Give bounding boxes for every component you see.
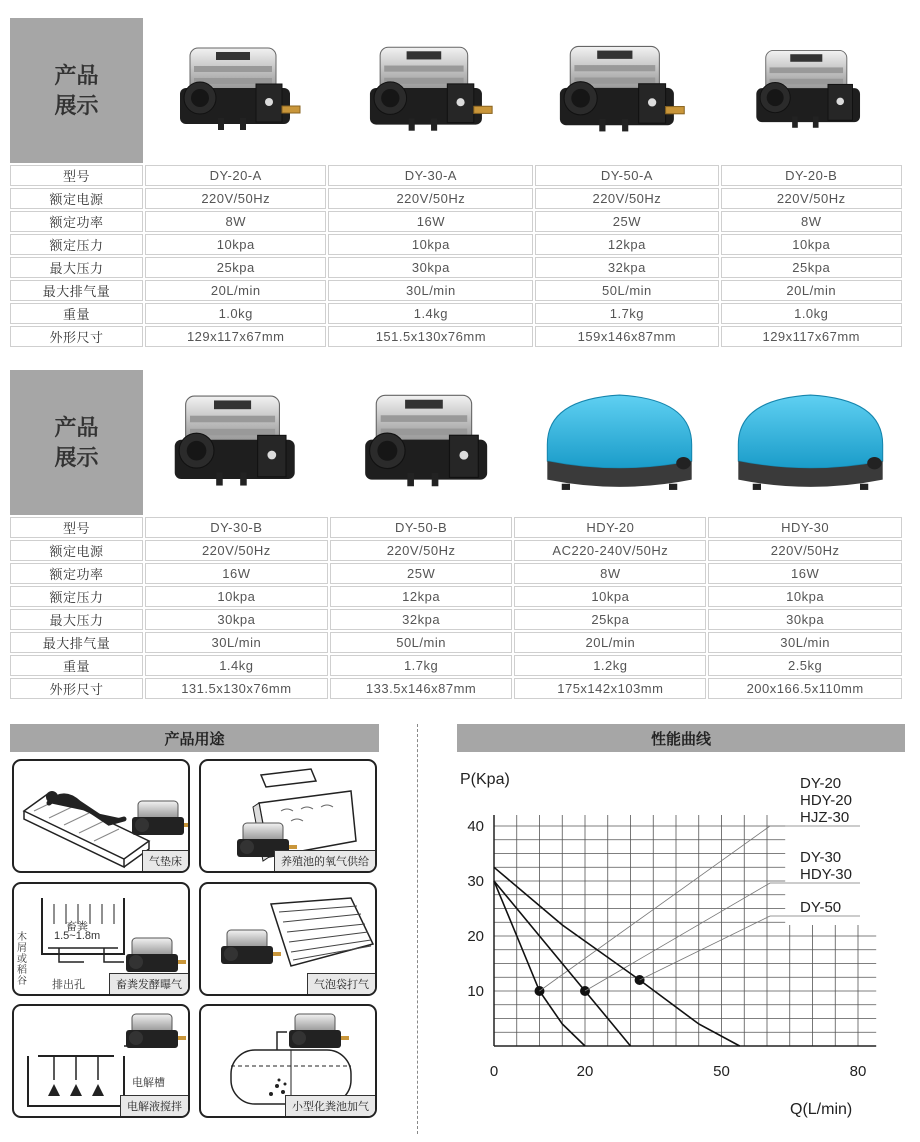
spec-value: 32kpa [535,257,718,278]
x-tick-label: 0 [489,1063,499,1080]
product-section-1 [10,18,906,349]
spec-row-size [10,326,902,347]
spec-value: 8W [145,211,326,232]
spec-value: 133.5x146x87mm [330,678,513,699]
product-image-dy-50-a [525,18,716,163]
spec-row-power [10,211,902,232]
spec-value: 8W [514,563,706,584]
blue-air-pump-icon [728,380,893,505]
spec-value: 25W [330,563,513,584]
spec-row-weight [10,303,902,324]
blue-air-pump-icon [537,380,702,505]
spec-value: 25kpa [721,257,903,278]
spec-value: 20L/min [721,280,903,301]
spec-value: 12kpa [330,586,513,607]
series-label: HJZ-30 [800,809,850,826]
spec-value: 12kpa [535,234,718,255]
spec-value: 30kpa [145,609,328,630]
y-tick-label: 40 [467,818,484,835]
spec-row-voltage [10,188,902,209]
spec-table-1 [8,163,904,349]
section-label-line1: 产品 [54,62,99,88]
spec-value: 129x117x67mm [721,326,903,347]
spec-row-model [10,165,902,186]
spec-row-max-pressure [10,609,902,630]
bedding-char: 谷 [17,976,27,987]
spec-value: 175x142x103mm [514,678,706,699]
use-card-manure-fermentation [12,882,190,996]
y-tick-label: 20 [467,928,484,945]
section-label-line2: 展示 [54,444,99,470]
spec-row-weight [10,655,902,676]
product-image-dy-20-b [715,18,906,163]
uses-title: 产品用途 [164,730,225,748]
spec-value: 220V/50Hz [145,540,328,561]
spec-table-2 [8,515,904,701]
spec-row-max-flow [10,280,902,301]
spec-label: 外形尺寸 [10,326,143,347]
depth-label: 1.5~1.8m [54,930,101,942]
spec-value: DY-30-B [145,517,328,538]
spec-value: 50L/min [330,632,513,653]
use-card-bubble-bag [199,882,377,996]
use-card-septic-tank [199,1004,377,1118]
bedding-char: 稻 [17,965,27,976]
spec-value: 30kpa [708,609,902,630]
tank-label: 电解槽 [132,1077,165,1089]
use-caption: 电解液搅拌 [120,1095,188,1116]
spec-value: 1.0kg [145,303,326,324]
series-label: DY-50 [800,899,842,916]
black-silver-air-pump-icon [347,382,512,504]
performance-curve-chart [440,758,910,1138]
spec-value: 32kpa [330,609,513,630]
spec-value: 8W [721,211,903,232]
spec-value: 10kpa [328,234,533,255]
use-caption: 气泡袋打气 [307,973,375,994]
spec-row-max-pressure [10,257,902,278]
spec-label: 额定电源 [10,540,143,561]
spec-label: 型号 [10,517,143,538]
bedding-char: 木 [17,932,27,943]
spec-value: DY-50-B [330,517,513,538]
product-image-hdy-30 [715,370,906,515]
manure-label: 畜粪 [66,921,88,933]
section-label [10,370,143,515]
series-label: DY-30 [800,849,842,866]
use-card-aquaculture [199,759,377,873]
product-image-hdy-20 [525,370,716,515]
x-tick-label: 50 [713,1063,730,1080]
spec-value: 20L/min [514,632,706,653]
spec-row-voltage [10,540,902,561]
spec-row-power [10,563,902,584]
spec-value: 220V/50Hz [328,188,533,209]
use-caption: 养殖池的氧气供给 [274,850,375,871]
x-tick-label: 20 [576,1063,594,1080]
black-silver-air-pump-icon [158,383,318,503]
spec-label: 额定电源 [10,188,143,209]
spec-value: 30L/min [328,280,533,301]
use-caption: 气垫床 [142,850,188,871]
section-divider [417,724,418,1134]
spec-value: 1.4kg [328,303,533,324]
spec-value: 10kpa [145,234,326,255]
spec-value: 200x166.5x110mm [708,678,902,699]
spec-value: 25kpa [514,609,706,630]
spec-value: 220V/50Hz [721,188,903,209]
series-label: HDY-20 [800,792,852,809]
spec-value: 16W [708,563,902,584]
spec-value: 10kpa [145,586,328,607]
spec-value: 1.7kg [330,655,513,676]
spec-row-rated-pressure [10,234,902,255]
spec-value: 16W [145,563,328,584]
spec-value: DY-20-A [145,165,326,186]
spec-label: 型号 [10,165,143,186]
spec-row-model [10,517,902,538]
uses-title-bar [10,724,379,752]
spec-value: 220V/50Hz [145,188,326,209]
curve-marker [635,975,645,985]
spec-value: 1.7kg [535,303,718,324]
outlet-label: 排出孔 [52,979,85,991]
use-card-air-mattress [12,759,190,873]
spec-value: HDY-30 [708,517,902,538]
black-silver-air-pump-icon [745,39,877,143]
series-label: HDY-30 [800,866,852,883]
spec-label: 重量 [10,303,143,324]
spec-label: 重量 [10,655,143,676]
spec-value: 30kpa [328,257,533,278]
spec-label: 额定压力 [10,234,143,255]
series-label: DY-20 [800,775,842,792]
spec-label: 额定压力 [10,586,143,607]
x-axis-label: Q(L/min) [790,1101,853,1118]
spec-value: 30L/min [145,632,328,653]
spec-label: 额定功率 [10,211,143,232]
black-silver-air-pump-with-brass-nozzle-icon [168,36,308,146]
spec-value: 220V/50Hz [330,540,513,561]
use-caption: 小型化粪池加气 [285,1095,375,1116]
spec-value: 1.4kg [145,655,328,676]
spec-value: DY-20-B [721,165,903,186]
curve-title: 性能曲线 [650,730,711,748]
spec-value: 129x117x67mm [145,326,326,347]
spec-value: 151.5x130x76mm [328,326,533,347]
spec-label: 最大排气量 [10,280,143,301]
spec-row-size [10,678,902,699]
black-silver-air-pump-with-brass-nozzle-icon [355,35,503,147]
spec-value: 25kpa [145,257,326,278]
curve-title-bar [457,724,905,752]
use-card-electrolysis [12,1004,190,1118]
spec-value: DY-30-A [328,165,533,186]
spec-value: 30L/min [708,632,902,653]
bedding-label [16,932,28,987]
spec-value: 220V/50Hz [708,540,902,561]
section-label-line2: 展示 [54,92,99,118]
spec-label: 最大压力 [10,257,143,278]
spec-label: 外形尺寸 [10,678,143,699]
y-tick-label: 10 [467,983,484,1000]
spec-value: 1.0kg [721,303,903,324]
y-tick-label: 30 [467,873,484,890]
spec-value: 16W [328,211,533,232]
spec-value: DY-50-A [535,165,718,186]
product-image-dy-30-b [143,370,334,515]
spec-value: 131.5x130x76mm [145,678,328,699]
product-section-2 [10,370,906,701]
product-image-dy-50-b [334,370,525,515]
spec-value: 10kpa [514,586,706,607]
bedding-char: 屑 [17,943,27,954]
spec-value: 20L/min [145,280,326,301]
product-image-dy-20-a [143,18,334,163]
product-image-dy-30-a [334,18,525,163]
use-caption: 畜粪发酵曝气 [109,973,188,994]
spec-value: 1.2kg [514,655,706,676]
spec-value: 50L/min [535,280,718,301]
y-axis-label: P(Kpa) [460,771,510,788]
spec-value: 220V/50Hz [535,188,718,209]
bedding-char: 或 [17,954,27,965]
spec-label: 最大排气量 [10,632,143,653]
section-label [10,18,143,163]
x-tick-label: 80 [849,1063,867,1080]
spec-value: AC220-240V/50Hz [514,540,706,561]
spec-value: 159x146x87mm [535,326,718,347]
black-silver-air-pump-with-brass-nozzle-icon [544,34,696,148]
spec-value: 10kpa [721,234,903,255]
curve-line [494,867,740,1046]
spec-value: 10kpa [708,586,902,607]
spec-value: 2.5kg [708,655,902,676]
leader-line [585,883,770,991]
spec-value: 25W [535,211,718,232]
spec-label: 最大压力 [10,609,143,630]
spec-row-max-flow [10,632,902,653]
spec-row-rated-pressure [10,586,902,607]
spec-label: 额定功率 [10,563,143,584]
spec-value: HDY-20 [514,517,706,538]
section-label-line1: 产品 [54,414,99,440]
